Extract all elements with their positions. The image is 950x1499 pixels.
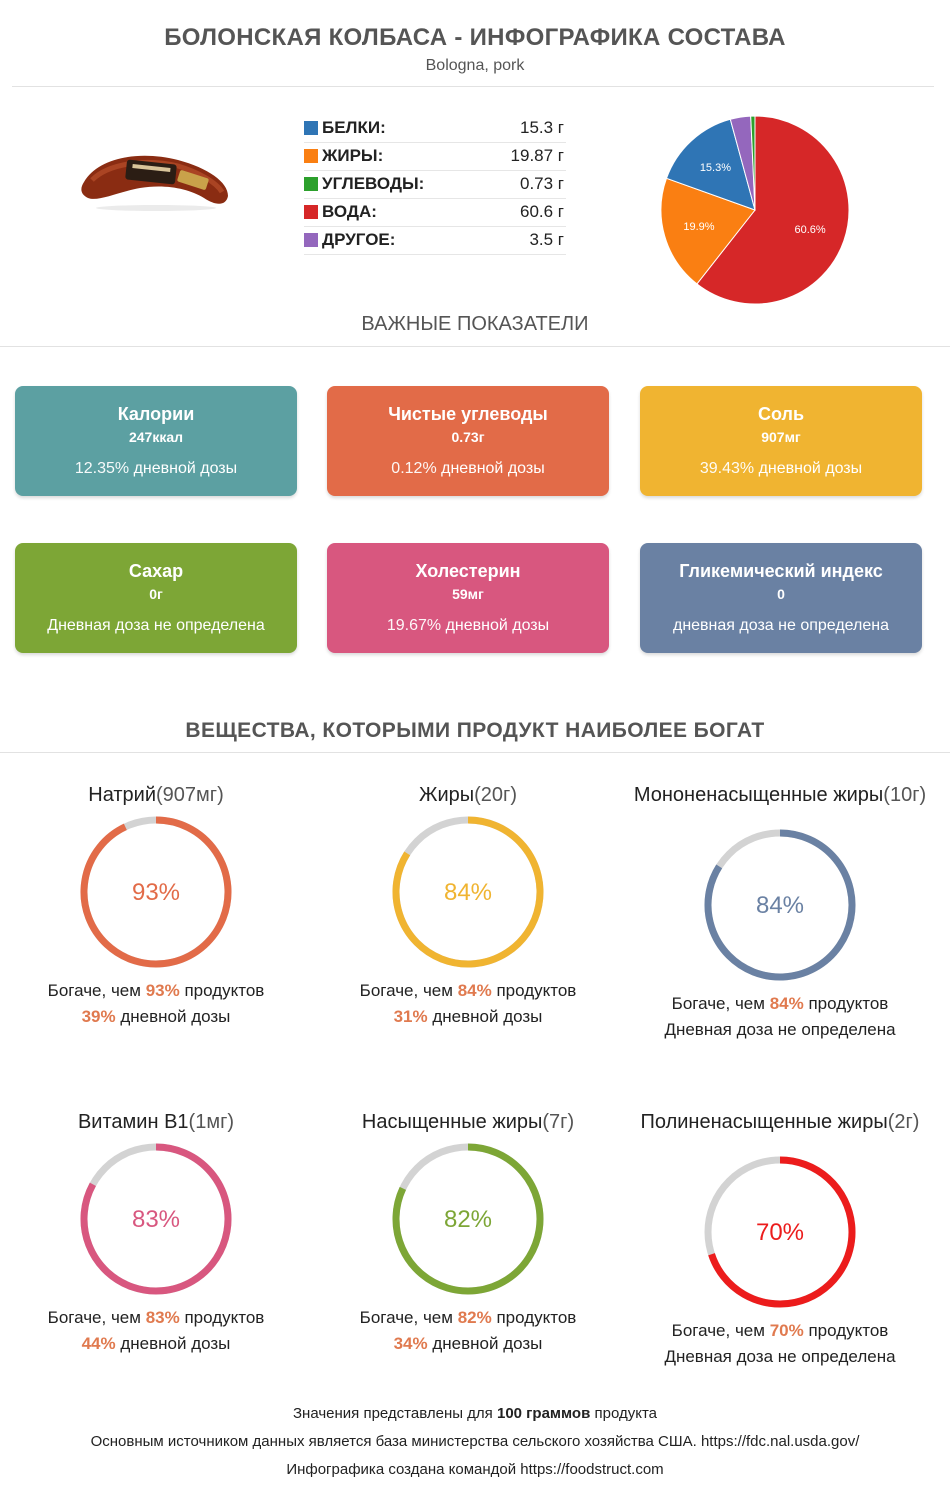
- richer-percent: 93%: [145, 981, 180, 1000]
- richer-line: [6, 978, 306, 1004]
- divider: [0, 346, 950, 347]
- richer-suffix: продуктов: [496, 981, 577, 1000]
- legend-row-water: [304, 198, 566, 227]
- daily-note: Дневная доза не определена: [664, 1020, 896, 1039]
- daily-line: [6, 1004, 306, 1030]
- card-value: 247ккал: [128, 429, 184, 445]
- richer-prefix: Богаче, чем: [359, 981, 453, 1000]
- richer-prefix: Богаче, чем: [671, 1321, 765, 1340]
- daily-line: [318, 1004, 618, 1030]
- richer-percent: 84%: [769, 994, 804, 1013]
- footer-note: [0, 1405, 950, 1422]
- card-note-text: дневной дозы: [441, 460, 545, 477]
- daily-line: [6, 1331, 306, 1357]
- daily-suffix: дневной дозы: [120, 1007, 231, 1026]
- daily-suffix: дневной дозы: [432, 1007, 543, 1026]
- sausage-image: [78, 152, 234, 212]
- card-sugar: [15, 543, 297, 653]
- richer-suffix: продуктов: [808, 994, 889, 1013]
- divider: [12, 86, 934, 87]
- richer-percent: 82%: [457, 1308, 492, 1327]
- nutrient-ring: [390, 814, 546, 970]
- card-value: 0г: [149, 586, 163, 602]
- card-calories: [15, 386, 297, 496]
- card-pct: 19.67%: [386, 617, 442, 634]
- card-value: 0.73г: [451, 429, 485, 445]
- nutrient-name: Натрий: [88, 784, 157, 806]
- legend-label: УГЛЕВОДЫ:: [322, 174, 425, 193]
- card-pct: 12.35%: [74, 460, 130, 477]
- nutrient-ring: [702, 827, 858, 983]
- nutrient-name: Витамин B1: [77, 1111, 189, 1133]
- carbs-swatch: [304, 177, 318, 191]
- water-swatch: [304, 205, 318, 219]
- card-name: Сахар: [128, 561, 184, 581]
- footer-line1-bold: 100 граммов: [496, 1405, 591, 1422]
- nutrient-amount: (10г): [883, 784, 927, 806]
- footer-line1-pre: Значения представлены для: [292, 1405, 497, 1422]
- card-net-carbs: [327, 386, 609, 496]
- nutrient-name: Насыщенные жиры: [361, 1111, 543, 1133]
- footer-credits: Инфографика создана командой https://foodstruct.com: [286, 1461, 664, 1478]
- pie-label: 60.6%: [794, 224, 826, 237]
- richer-prefix: Богаче, чем: [47, 981, 141, 1000]
- card-note: Дневная доза не определена: [47, 617, 265, 634]
- richer-prefix: Богаче, чем: [47, 1308, 141, 1327]
- card-value: 0: [777, 586, 785, 602]
- legend-label: ЖИРЫ:: [322, 146, 384, 165]
- nutrient-name: Полиненасыщенные жиры: [640, 1111, 888, 1133]
- legend-label: ВОДА:: [322, 202, 377, 221]
- daily-percent: 31%: [393, 1007, 428, 1026]
- card-note-text: дневной дозы: [758, 460, 863, 477]
- ring-percent: 93%: [131, 879, 181, 906]
- nutrient-desc: [630, 991, 930, 1043]
- nutrient-title: [6, 784, 306, 806]
- nutrient-desc: [6, 1305, 306, 1357]
- ring-percent: 84%: [443, 879, 493, 906]
- nutrient-amount: (20г): [474, 784, 517, 806]
- nutrient-amount: (907мг): [156, 784, 224, 806]
- richer-suffix: продуктов: [496, 1308, 577, 1327]
- divider: [0, 752, 950, 753]
- footer-line1-post: продукта: [590, 1405, 657, 1422]
- ring-percent: 70%: [755, 1219, 805, 1246]
- legend-row-protein: [304, 114, 566, 143]
- card-value: 59мг: [452, 586, 484, 602]
- ring-percent: 82%: [443, 1206, 493, 1233]
- pie-label: 15.3%: [699, 162, 732, 175]
- nutrient-title: [630, 784, 930, 806]
- legend-row-carbs: [304, 170, 566, 199]
- card-value: 907мг: [761, 429, 801, 445]
- legend-row-other: [304, 226, 566, 255]
- card-name: Холестерин: [415, 561, 521, 581]
- pie-label: 19.9%: [683, 221, 715, 234]
- richer-line: [630, 991, 930, 1017]
- key-indicators-title: ВАЖНЫЕ ПОКАЗАТЕЛИ: [361, 313, 589, 335]
- richer-suffix: продуктов: [808, 1321, 889, 1340]
- nutrient-title: [630, 1111, 930, 1133]
- nutrient-ring: [78, 814, 234, 970]
- nutrient-amount: (2г): [887, 1111, 920, 1133]
- legend-value: 60.6 г: [519, 202, 564, 221]
- nutrient-title: [6, 1111, 306, 1133]
- card-name: Гликемический индекс: [679, 561, 883, 581]
- nutrient-title: [318, 1111, 618, 1133]
- daily-line: [318, 1331, 618, 1357]
- nutrient-name: Мононенасыщенные жиры: [633, 784, 884, 806]
- nutrient-ring: [78, 1141, 234, 1297]
- daily-suffix: дневной дозы: [432, 1334, 543, 1353]
- nutrient-desc: [318, 1305, 618, 1357]
- page-title: БОЛОНСКАЯ КОЛБАСА - ИНФОГРАФИКА СОСТАВА: [164, 24, 786, 51]
- richer-line: [318, 1305, 618, 1331]
- card-note-text: дневной дозы: [445, 617, 550, 634]
- daily-percent: 44%: [81, 1334, 116, 1353]
- card-name: Чистые углеводы: [388, 404, 548, 424]
- richer-prefix: Богаче, чем: [671, 994, 765, 1013]
- richer-line: [630, 1318, 930, 1344]
- daily-suffix: дневной дозы: [120, 1334, 231, 1353]
- card-name: Калории: [117, 404, 195, 424]
- other-swatch: [304, 233, 318, 247]
- legend-value: 0.73 г: [519, 174, 564, 193]
- fat-swatch: [304, 149, 318, 163]
- richer-prefix: Богаче, чем: [359, 1308, 453, 1327]
- card-glycemic-index: [640, 543, 922, 653]
- legend-label: БЕЛКИ:: [322, 118, 386, 137]
- card-note-text: дневной дозы: [133, 460, 238, 477]
- nutrient-title: [318, 784, 618, 806]
- legend-value: 19.87 г: [510, 146, 564, 165]
- richer-suffix: продуктов: [184, 981, 265, 1000]
- nutrient-desc: [630, 1318, 930, 1370]
- richer-percent: 84%: [457, 981, 492, 1000]
- composition-pie-chart: [655, 110, 855, 310]
- card-pct: 0.12%: [391, 460, 437, 477]
- richer-line: [6, 1305, 306, 1331]
- nutrient-amount: (7г): [542, 1111, 575, 1133]
- ring-percent: 84%: [755, 892, 805, 919]
- nutrient-ring: [390, 1141, 546, 1297]
- card-note: [640, 460, 922, 478]
- card-note: [15, 460, 297, 478]
- card-cholesterol: [327, 543, 609, 653]
- richer-percent: 70%: [769, 1321, 804, 1340]
- daily-percent: 39%: [81, 1007, 116, 1026]
- daily-percent: 34%: [393, 1334, 428, 1353]
- page-subtitle: Bologna, pork: [425, 57, 525, 74]
- legend-label: ДРУГОЕ:: [322, 230, 396, 249]
- card-note: дневная доза не определена: [672, 617, 889, 634]
- card-name: Соль: [757, 404, 805, 424]
- card-note: [327, 460, 609, 478]
- legend-value: 15.3 г: [519, 118, 564, 137]
- nutrient-amount: (1мг): [188, 1111, 235, 1133]
- daily-note: Дневная доза не определена: [664, 1347, 896, 1366]
- ring-percent: 83%: [131, 1206, 181, 1233]
- nutrient-desc: [6, 978, 306, 1030]
- richer-line: [318, 978, 618, 1004]
- footer-source: Основным источником данных является база министерства сельского хозяйства США. https://fdc.nal.usda.gov/: [90, 1433, 860, 1450]
- nutrient-desc: [318, 978, 618, 1030]
- legend-value: 3.5 г: [529, 230, 564, 249]
- rich-in-title: ВЕЩЕСТВА, КОТОРЫМИ ПРОДУКТ НАИБОЛЕЕ БОГАТ: [185, 719, 765, 742]
- protein-swatch: [304, 121, 318, 135]
- nutrient-name: Жиры: [418, 784, 475, 806]
- card-pct: 39.43%: [699, 460, 755, 477]
- card-note: [327, 617, 609, 635]
- legend-row-fat: [304, 142, 566, 171]
- richer-percent: 83%: [145, 1308, 180, 1327]
- richer-suffix: продуктов: [184, 1308, 265, 1327]
- nutrient-ring: [702, 1154, 858, 1310]
- card-salt: [640, 386, 922, 496]
